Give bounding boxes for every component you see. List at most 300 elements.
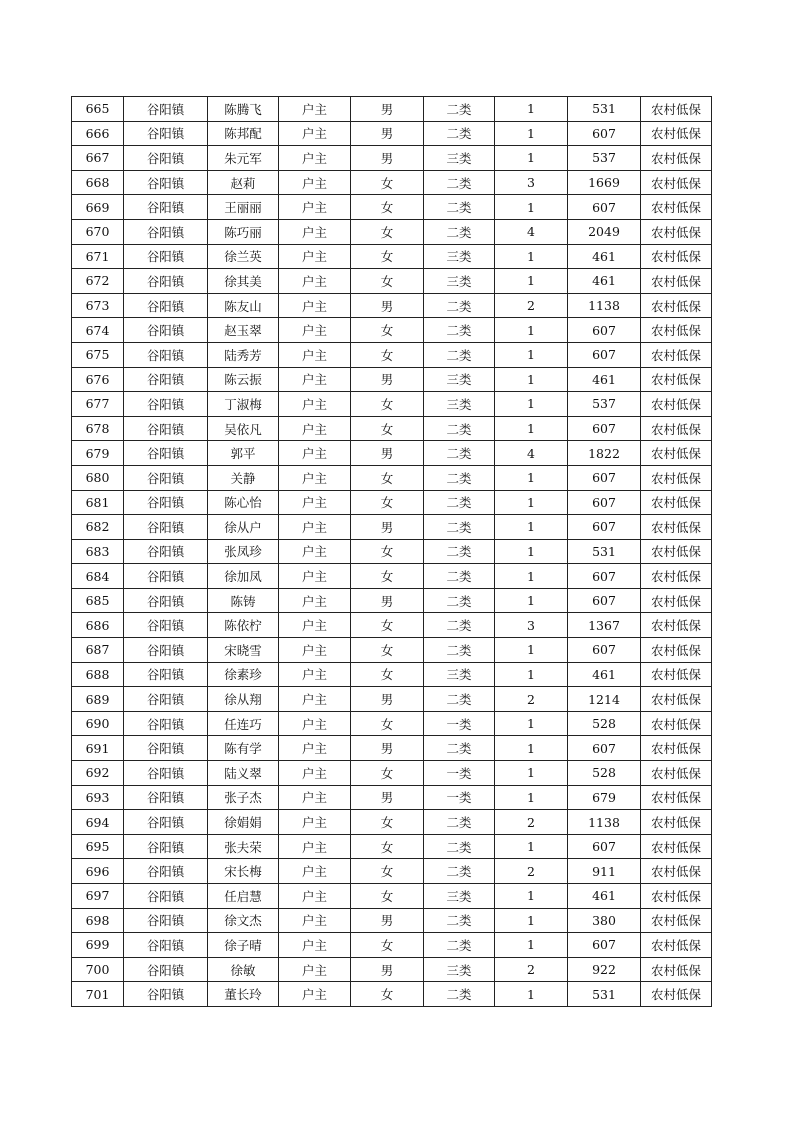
benefit-amount-cell: 531 xyxy=(568,982,641,1007)
assistance-category-cell: 二类 xyxy=(424,441,495,466)
record-number-cell: 670 xyxy=(72,219,124,244)
record-number-cell: 667 xyxy=(72,146,124,171)
gender-cell: 女 xyxy=(351,465,424,490)
person-name-cell: 陈巧丽 xyxy=(208,219,279,244)
table-row xyxy=(72,933,712,958)
assistance-type-cell: 农村低保 xyxy=(641,982,712,1007)
gender-cell: 女 xyxy=(351,392,424,417)
assistance-type-cell: 农村低保 xyxy=(641,342,712,367)
record-number-cell: 675 xyxy=(72,342,124,367)
town-name-cell: 谷阳镇 xyxy=(124,367,208,392)
benefit-amount-cell: 461 xyxy=(568,367,641,392)
gender-cell: 男 xyxy=(351,588,424,613)
town-name-cell: 谷阳镇 xyxy=(124,392,208,417)
benefit-amount-cell: 461 xyxy=(568,662,641,687)
town-name-cell: 谷阳镇 xyxy=(124,736,208,761)
benefit-amount-cell: 2049 xyxy=(568,219,641,244)
gender-cell: 女 xyxy=(351,834,424,859)
gender-cell: 男 xyxy=(351,97,424,122)
assistance-type-cell: 农村低保 xyxy=(641,244,712,269)
assistance-category-cell: 二类 xyxy=(424,834,495,859)
town-name-cell: 谷阳镇 xyxy=(124,810,208,835)
benefit-amount-cell: 528 xyxy=(568,761,641,786)
record-number-cell: 700 xyxy=(72,957,124,982)
gender-cell: 男 xyxy=(351,121,424,146)
household-relation-cell: 户主 xyxy=(279,515,351,540)
town-name-cell: 谷阳镇 xyxy=(124,982,208,1007)
benefit-amount-cell: 1138 xyxy=(568,810,641,835)
household-members-cell: 1 xyxy=(495,834,568,859)
gender-cell: 女 xyxy=(351,613,424,638)
household-members-cell: 4 xyxy=(495,441,568,466)
household-relation-cell: 户主 xyxy=(279,908,351,933)
assistance-type-cell: 农村低保 xyxy=(641,121,712,146)
benefit-amount-cell: 607 xyxy=(568,834,641,859)
gender-cell: 女 xyxy=(351,342,424,367)
record-number-cell: 677 xyxy=(72,392,124,417)
table-row xyxy=(72,219,712,244)
benefit-amount-cell: 607 xyxy=(568,195,641,220)
assistance-category-cell: 三类 xyxy=(424,392,495,417)
table-row xyxy=(72,761,712,786)
assistance-type-cell: 农村低保 xyxy=(641,465,712,490)
assistance-type-cell: 农村低保 xyxy=(641,884,712,909)
town-name-cell: 谷阳镇 xyxy=(124,515,208,540)
household-members-cell: 1 xyxy=(495,416,568,441)
assistance-type-cell: 农村低保 xyxy=(641,908,712,933)
assistance-type-cell: 农村低保 xyxy=(641,834,712,859)
household-members-cell: 3 xyxy=(495,170,568,195)
person-name-cell: 陈依柠 xyxy=(208,613,279,638)
assistance-type-cell: 农村低保 xyxy=(641,293,712,318)
benefit-amount-cell: 531 xyxy=(568,97,641,122)
town-name-cell: 谷阳镇 xyxy=(124,539,208,564)
table-row xyxy=(72,244,712,269)
household-members-cell: 1 xyxy=(495,515,568,540)
household-relation-cell: 户主 xyxy=(279,834,351,859)
gender-cell: 男 xyxy=(351,957,424,982)
person-name-cell: 朱元军 xyxy=(208,146,279,171)
table-row xyxy=(72,908,712,933)
household-members-cell: 2 xyxy=(495,957,568,982)
household-relation-cell: 户主 xyxy=(279,392,351,417)
assistance-type-cell: 农村低保 xyxy=(641,859,712,884)
assistance-type-cell: 农村低保 xyxy=(641,736,712,761)
assistance-category-cell: 三类 xyxy=(424,884,495,909)
household-relation-cell: 户主 xyxy=(279,293,351,318)
benefit-amount-cell: 607 xyxy=(568,416,641,441)
gender-cell: 女 xyxy=(351,884,424,909)
table-row xyxy=(72,711,712,736)
town-name-cell: 谷阳镇 xyxy=(124,465,208,490)
assistance-type-cell: 农村低保 xyxy=(641,810,712,835)
household-relation-cell: 户主 xyxy=(279,269,351,294)
table-row xyxy=(72,170,712,195)
town-name-cell: 谷阳镇 xyxy=(124,884,208,909)
gender-cell: 女 xyxy=(351,269,424,294)
town-name-cell: 谷阳镇 xyxy=(124,761,208,786)
person-name-cell: 陈云振 xyxy=(208,367,279,392)
assistance-roster-table xyxy=(71,96,712,1007)
town-name-cell: 谷阳镇 xyxy=(124,342,208,367)
household-members-cell: 1 xyxy=(495,588,568,613)
gender-cell: 女 xyxy=(351,859,424,884)
benefit-amount-cell: 607 xyxy=(568,638,641,663)
record-number-cell: 671 xyxy=(72,244,124,269)
town-name-cell: 谷阳镇 xyxy=(124,933,208,958)
benefit-amount-cell: 380 xyxy=(568,908,641,933)
household-relation-cell: 户主 xyxy=(279,441,351,466)
person-name-cell: 宋晓雪 xyxy=(208,638,279,663)
table-row xyxy=(72,146,712,171)
household-members-cell: 1 xyxy=(495,490,568,515)
table-row xyxy=(72,392,712,417)
record-number-cell: 665 xyxy=(72,97,124,122)
person-name-cell: 吴依凡 xyxy=(208,416,279,441)
table-row xyxy=(72,416,712,441)
person-name-cell: 王丽丽 xyxy=(208,195,279,220)
assistance-type-cell: 农村低保 xyxy=(641,441,712,466)
assistance-type-cell: 农村低保 xyxy=(641,933,712,958)
gender-cell: 女 xyxy=(351,982,424,1007)
gender-cell: 女 xyxy=(351,539,424,564)
town-name-cell: 谷阳镇 xyxy=(124,638,208,663)
record-number-cell: 678 xyxy=(72,416,124,441)
record-number-cell: 694 xyxy=(72,810,124,835)
assistance-category-cell: 二类 xyxy=(424,638,495,663)
gender-cell: 男 xyxy=(351,908,424,933)
benefit-amount-cell: 607 xyxy=(568,490,641,515)
assistance-category-cell: 二类 xyxy=(424,97,495,122)
town-name-cell: 谷阳镇 xyxy=(124,97,208,122)
household-members-cell: 1 xyxy=(495,761,568,786)
record-number-cell: 672 xyxy=(72,269,124,294)
person-name-cell: 丁淑梅 xyxy=(208,392,279,417)
household-members-cell: 1 xyxy=(495,244,568,269)
assistance-type-cell: 农村低保 xyxy=(641,785,712,810)
table-row xyxy=(72,121,712,146)
table-row xyxy=(72,515,712,540)
record-number-cell: 697 xyxy=(72,884,124,909)
household-relation-cell: 户主 xyxy=(279,219,351,244)
household-members-cell: 1 xyxy=(495,785,568,810)
person-name-cell: 陆秀芳 xyxy=(208,342,279,367)
household-relation-cell: 户主 xyxy=(279,662,351,687)
person-name-cell: 徐敏 xyxy=(208,957,279,982)
assistance-category-cell: 二类 xyxy=(424,539,495,564)
gender-cell: 女 xyxy=(351,416,424,441)
record-number-cell: 684 xyxy=(72,564,124,589)
town-name-cell: 谷阳镇 xyxy=(124,662,208,687)
household-members-cell: 1 xyxy=(495,662,568,687)
benefit-amount-cell: 607 xyxy=(568,121,641,146)
table-row xyxy=(72,785,712,810)
table-row xyxy=(72,982,712,1007)
assistance-type-cell: 农村低保 xyxy=(641,392,712,417)
person-name-cell: 关静 xyxy=(208,465,279,490)
benefit-amount-cell: 528 xyxy=(568,711,641,736)
assistance-type-cell: 农村低保 xyxy=(641,662,712,687)
household-relation-cell: 户主 xyxy=(279,761,351,786)
assistance-category-cell: 二类 xyxy=(424,293,495,318)
assistance-type-cell: 农村低保 xyxy=(641,687,712,712)
record-number-cell: 674 xyxy=(72,318,124,343)
assistance-category-cell: 三类 xyxy=(424,662,495,687)
person-name-cell: 徐从翔 xyxy=(208,687,279,712)
assistance-category-cell: 三类 xyxy=(424,244,495,269)
town-name-cell: 谷阳镇 xyxy=(124,293,208,318)
household-relation-cell: 户主 xyxy=(279,318,351,343)
record-number-cell: 688 xyxy=(72,662,124,687)
gender-cell: 女 xyxy=(351,564,424,589)
person-name-cell: 陈心怡 xyxy=(208,490,279,515)
gender-cell: 男 xyxy=(351,687,424,712)
person-name-cell: 徐子晴 xyxy=(208,933,279,958)
household-relation-cell: 户主 xyxy=(279,465,351,490)
benefit-amount-cell: 679 xyxy=(568,785,641,810)
record-number-cell: 690 xyxy=(72,711,124,736)
benefit-amount-cell: 1669 xyxy=(568,170,641,195)
town-name-cell: 谷阳镇 xyxy=(124,416,208,441)
household-relation-cell: 户主 xyxy=(279,785,351,810)
town-name-cell: 谷阳镇 xyxy=(124,318,208,343)
household-members-cell: 3 xyxy=(495,613,568,638)
household-members-cell: 1 xyxy=(495,736,568,761)
assistance-category-cell: 二类 xyxy=(424,342,495,367)
gender-cell: 女 xyxy=(351,711,424,736)
assistance-type-cell: 农村低保 xyxy=(641,588,712,613)
person-name-cell: 张子杰 xyxy=(208,785,279,810)
benefit-amount-cell: 911 xyxy=(568,859,641,884)
household-members-cell: 1 xyxy=(495,884,568,909)
assistance-type-cell: 农村低保 xyxy=(641,613,712,638)
gender-cell: 女 xyxy=(351,810,424,835)
person-name-cell: 徐娟娟 xyxy=(208,810,279,835)
table-row xyxy=(72,195,712,220)
assistance-category-cell: 二类 xyxy=(424,515,495,540)
gender-cell: 男 xyxy=(351,293,424,318)
household-relation-cell: 户主 xyxy=(279,121,351,146)
town-name-cell: 谷阳镇 xyxy=(124,785,208,810)
record-number-cell: 679 xyxy=(72,441,124,466)
assistance-type-cell: 农村低保 xyxy=(641,318,712,343)
household-members-cell: 1 xyxy=(495,269,568,294)
assistance-type-cell: 农村低保 xyxy=(641,195,712,220)
gender-cell: 女 xyxy=(351,761,424,786)
roster-body xyxy=(72,97,712,1007)
assistance-category-cell: 二类 xyxy=(424,810,495,835)
benefit-amount-cell: 1138 xyxy=(568,293,641,318)
gender-cell: 女 xyxy=(351,318,424,343)
assistance-type-cell: 农村低保 xyxy=(641,170,712,195)
record-number-cell: 685 xyxy=(72,588,124,613)
gender-cell: 男 xyxy=(351,736,424,761)
household-relation-cell: 户主 xyxy=(279,687,351,712)
assistance-type-cell: 农村低保 xyxy=(641,219,712,244)
person-name-cell: 徐从户 xyxy=(208,515,279,540)
town-name-cell: 谷阳镇 xyxy=(124,588,208,613)
town-name-cell: 谷阳镇 xyxy=(124,244,208,269)
table-row xyxy=(72,97,712,122)
person-name-cell: 徐素珍 xyxy=(208,662,279,687)
table-row xyxy=(72,957,712,982)
person-name-cell: 张夫荣 xyxy=(208,834,279,859)
household-members-cell: 1 xyxy=(495,342,568,367)
assistance-category-cell: 二类 xyxy=(424,687,495,712)
assistance-category-cell: 二类 xyxy=(424,170,495,195)
table-row xyxy=(72,441,712,466)
town-name-cell: 谷阳镇 xyxy=(124,564,208,589)
assistance-category-cell: 一类 xyxy=(424,711,495,736)
household-members-cell: 1 xyxy=(495,908,568,933)
town-name-cell: 谷阳镇 xyxy=(124,957,208,982)
benefit-amount-cell: 922 xyxy=(568,957,641,982)
table-row xyxy=(72,884,712,909)
benefit-amount-cell: 607 xyxy=(568,465,641,490)
assistance-type-cell: 农村低保 xyxy=(641,490,712,515)
table-row xyxy=(72,638,712,663)
person-name-cell: 徐其美 xyxy=(208,269,279,294)
record-number-cell: 698 xyxy=(72,908,124,933)
table-row xyxy=(72,293,712,318)
assistance-category-cell: 二类 xyxy=(424,465,495,490)
person-name-cell: 陆义翠 xyxy=(208,761,279,786)
record-number-cell: 681 xyxy=(72,490,124,515)
record-number-cell: 683 xyxy=(72,539,124,564)
person-name-cell: 陈友山 xyxy=(208,293,279,318)
benefit-amount-cell: 607 xyxy=(568,933,641,958)
assistance-type-cell: 农村低保 xyxy=(641,97,712,122)
household-members-cell: 1 xyxy=(495,564,568,589)
household-relation-cell: 户主 xyxy=(279,588,351,613)
assistance-category-cell: 三类 xyxy=(424,367,495,392)
person-name-cell: 赵莉 xyxy=(208,170,279,195)
town-name-cell: 谷阳镇 xyxy=(124,859,208,884)
assistance-type-cell: 农村低保 xyxy=(641,269,712,294)
assistance-type-cell: 农村低保 xyxy=(641,416,712,441)
gender-cell: 男 xyxy=(351,441,424,466)
benefit-amount-cell: 607 xyxy=(568,564,641,589)
person-name-cell: 赵玉翠 xyxy=(208,318,279,343)
household-relation-cell: 户主 xyxy=(279,982,351,1007)
gender-cell: 女 xyxy=(351,244,424,269)
assistance-category-cell: 二类 xyxy=(424,219,495,244)
assistance-type-cell: 农村低保 xyxy=(641,367,712,392)
record-number-cell: 668 xyxy=(72,170,124,195)
benefit-amount-cell: 607 xyxy=(568,318,641,343)
household-relation-cell: 户主 xyxy=(279,170,351,195)
household-members-cell: 1 xyxy=(495,318,568,343)
benefit-amount-cell: 1214 xyxy=(568,687,641,712)
table-row xyxy=(72,859,712,884)
household-members-cell: 1 xyxy=(495,465,568,490)
person-name-cell: 徐文杰 xyxy=(208,908,279,933)
assistance-category-cell: 三类 xyxy=(424,269,495,294)
record-number-cell: 696 xyxy=(72,859,124,884)
household-relation-cell: 户主 xyxy=(279,146,351,171)
assistance-category-cell: 二类 xyxy=(424,490,495,515)
assistance-category-cell: 二类 xyxy=(424,982,495,1007)
household-members-cell: 4 xyxy=(495,219,568,244)
record-number-cell: 689 xyxy=(72,687,124,712)
assistance-type-cell: 农村低保 xyxy=(641,515,712,540)
benefit-amount-cell: 537 xyxy=(568,392,641,417)
town-name-cell: 谷阳镇 xyxy=(124,908,208,933)
record-number-cell: 666 xyxy=(72,121,124,146)
household-relation-cell: 户主 xyxy=(279,933,351,958)
assistance-category-cell: 二类 xyxy=(424,564,495,589)
person-name-cell: 任启慧 xyxy=(208,884,279,909)
assistance-category-cell: 二类 xyxy=(424,416,495,441)
record-number-cell: 682 xyxy=(72,515,124,540)
gender-cell: 女 xyxy=(351,490,424,515)
gender-cell: 男 xyxy=(351,785,424,810)
assistance-category-cell: 二类 xyxy=(424,933,495,958)
record-number-cell: 695 xyxy=(72,834,124,859)
household-relation-cell: 户主 xyxy=(279,711,351,736)
household-relation-cell: 户主 xyxy=(279,564,351,589)
household-relation-cell: 户主 xyxy=(279,195,351,220)
gender-cell: 女 xyxy=(351,933,424,958)
assistance-type-cell: 农村低保 xyxy=(641,146,712,171)
benefit-amount-cell: 461 xyxy=(568,269,641,294)
town-name-cell: 谷阳镇 xyxy=(124,269,208,294)
assistance-type-cell: 农村低保 xyxy=(641,564,712,589)
assistance-type-cell: 农村低保 xyxy=(641,711,712,736)
record-number-cell: 676 xyxy=(72,367,124,392)
benefit-amount-cell: 461 xyxy=(568,884,641,909)
person-name-cell: 张凤珍 xyxy=(208,539,279,564)
table-row xyxy=(72,736,712,761)
gender-cell: 女 xyxy=(351,170,424,195)
household-relation-cell: 户主 xyxy=(279,539,351,564)
assistance-category-cell: 三类 xyxy=(424,957,495,982)
benefit-amount-cell: 607 xyxy=(568,736,641,761)
household-relation-cell: 户主 xyxy=(279,490,351,515)
household-members-cell: 1 xyxy=(495,146,568,171)
table-row xyxy=(72,662,712,687)
table-row xyxy=(72,367,712,392)
record-number-cell: 669 xyxy=(72,195,124,220)
town-name-cell: 谷阳镇 xyxy=(124,121,208,146)
household-relation-cell: 户主 xyxy=(279,613,351,638)
household-members-cell: 1 xyxy=(495,982,568,1007)
town-name-cell: 谷阳镇 xyxy=(124,195,208,220)
gender-cell: 女 xyxy=(351,219,424,244)
assistance-category-cell: 一类 xyxy=(424,785,495,810)
person-name-cell: 郭平 xyxy=(208,441,279,466)
assistance-type-cell: 农村低保 xyxy=(641,539,712,564)
person-name-cell: 陈铸 xyxy=(208,588,279,613)
person-name-cell: 任连巧 xyxy=(208,711,279,736)
record-number-cell: 699 xyxy=(72,933,124,958)
person-name-cell: 陈有学 xyxy=(208,736,279,761)
table-row xyxy=(72,465,712,490)
benefit-amount-cell: 607 xyxy=(568,515,641,540)
household-relation-cell: 户主 xyxy=(279,638,351,663)
household-relation-cell: 户主 xyxy=(279,244,351,269)
household-members-cell: 2 xyxy=(495,810,568,835)
table-row xyxy=(72,613,712,638)
benefit-amount-cell: 1822 xyxy=(568,441,641,466)
household-members-cell: 1 xyxy=(495,638,568,663)
table-row xyxy=(72,810,712,835)
household-members-cell: 1 xyxy=(495,539,568,564)
person-name-cell: 徐兰英 xyxy=(208,244,279,269)
town-name-cell: 谷阳镇 xyxy=(124,834,208,859)
assistance-type-cell: 农村低保 xyxy=(641,638,712,663)
assistance-category-cell: 一类 xyxy=(424,761,495,786)
